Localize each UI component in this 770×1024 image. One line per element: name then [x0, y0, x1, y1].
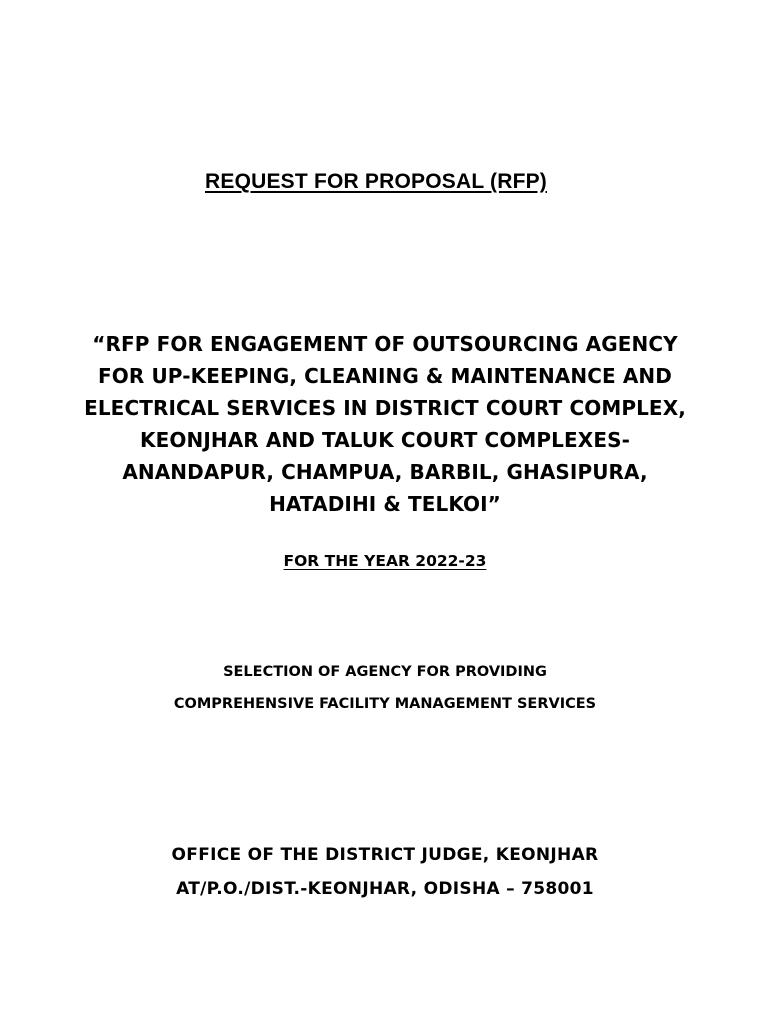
subject-line: “RFP FOR ENGAGEMENT OF OUTSOURCING AGENCY: [92, 332, 678, 356]
subject-line: HATADIHI & TELKOI”: [269, 492, 501, 516]
office-name: OFFICE OF THE DISTRICT JUDGE, KEONJHAR: [171, 845, 599, 865]
office-address: [0, 838, 770, 906]
document-title: REQUEST FOR PROPOSAL (RFP): [205, 170, 547, 193]
selection-line: SELECTION OF AGENCY FOR PROVIDING: [223, 664, 547, 680]
office-location: AT/P.O./DIST.-KEONJHAR, ODISHA – 758001: [176, 879, 594, 899]
subject-line: ANANDAPUR, CHAMPUA, BARBIL, GHASIPURA,: [122, 460, 648, 484]
rfp-subject: [70, 328, 700, 520]
subject-line: KEONJHAR AND TALUK COURT COMPLEXES-: [140, 428, 630, 452]
year-label: FOR THE YEAR 2022-23: [283, 552, 487, 570]
selection-description: [0, 656, 770, 720]
subject-line: FOR UP-KEEPING, CLEANING & MAINTENANCE AND: [98, 364, 672, 388]
selection-line: COMPREHENSIVE FACILITY MANAGEMENT SERVICES: [173, 696, 597, 712]
subject-line: ELECTRICAL SERVICES IN DISTRICT COURT COMPLEX,: [84, 396, 686, 420]
